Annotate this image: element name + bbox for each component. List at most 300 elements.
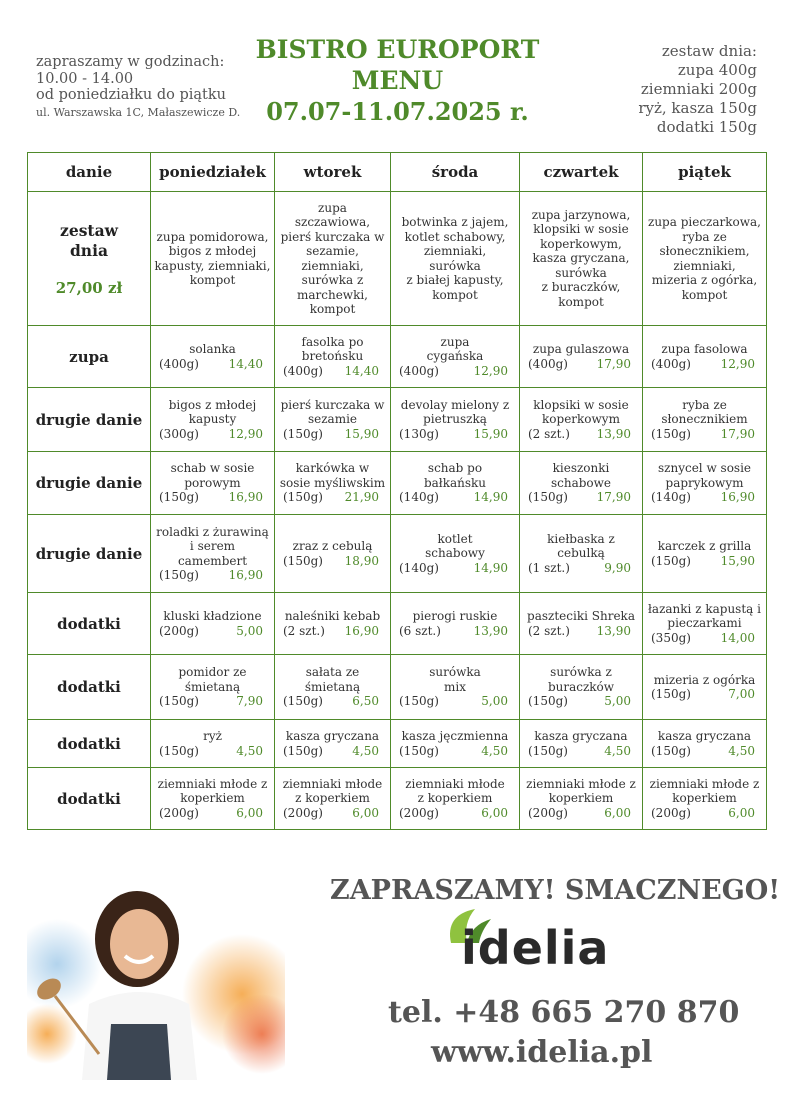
dish-name-line: pietruszką xyxy=(423,412,487,427)
zestaw-item-line: szczawiowa, xyxy=(294,215,371,229)
zestaw-item-line: kotlet schabowy, xyxy=(404,229,506,244)
phone-number: tel. +48 665 270 870 xyxy=(388,995,740,1030)
zestaw-item-line: marchewki, xyxy=(296,287,368,302)
dish-name-line: pomidor ze xyxy=(178,665,247,680)
zestaw-item-line: klopsiki w sosie xyxy=(533,222,629,237)
zestaw-item-line: z białej kapusty, xyxy=(406,273,504,287)
zestaw-item-line: kompot xyxy=(681,287,728,302)
zestaw-item-line: surówka xyxy=(555,265,607,280)
bistro-name: BISTRO EUROPORT xyxy=(255,35,540,64)
dish-quantity: (400g) xyxy=(528,356,568,371)
zestaw-day-cell xyxy=(151,192,275,326)
dish-cell xyxy=(520,768,643,830)
hours-intro: zapraszamy w godzinach: xyxy=(36,54,225,70)
dish-quantity: (400g) xyxy=(159,356,199,371)
dish-name-line: surówka xyxy=(429,665,481,680)
qty-price xyxy=(151,427,274,442)
qty-price xyxy=(643,490,766,505)
slogan: ZAPRASZAMY! SMACZNEGO! xyxy=(330,875,781,906)
dish-cell xyxy=(275,515,391,593)
row-category: dodatki xyxy=(28,768,151,830)
qty-price xyxy=(520,624,642,639)
zestaw-item-line: ziemniaki, xyxy=(301,258,364,273)
dish-name-line: karczek z grilla xyxy=(657,539,752,553)
dish-price: 4,50 xyxy=(236,743,263,758)
dish-price: 7,00 xyxy=(728,687,755,701)
dish-cell xyxy=(275,326,391,388)
dish-price: 6,00 xyxy=(728,805,755,820)
dish-quantity: (200g) xyxy=(159,623,199,638)
dish-cell xyxy=(391,452,520,515)
column-header-day: środa xyxy=(391,153,520,192)
dish-name-line: paszteciki Shreka xyxy=(527,609,635,623)
dish-quantity: (140g) xyxy=(399,560,439,575)
dish-quantity: (150g) xyxy=(159,694,199,709)
dish-price: 4,50 xyxy=(481,743,508,758)
menu-row xyxy=(28,655,767,720)
dish-cell xyxy=(520,515,643,593)
dish-price: 14,40 xyxy=(228,356,263,371)
dish-name-line: ziemniaki młode xyxy=(282,776,383,791)
row-category: drugie danie xyxy=(28,388,151,452)
dish-name-line: kasza jęczmienna xyxy=(401,729,509,743)
dish-quantity: (200g) xyxy=(399,805,439,820)
qty-price xyxy=(151,490,274,505)
dish-price: 12,90 xyxy=(720,356,755,371)
qty-price xyxy=(151,357,274,372)
dish-price: 17,90 xyxy=(596,356,631,371)
dish-cell xyxy=(275,655,391,720)
dish-quantity: (150g) xyxy=(651,426,691,441)
menu-row xyxy=(28,326,767,388)
menu-row xyxy=(28,768,767,830)
dish-quantity: (300g) xyxy=(159,426,199,441)
menu-row xyxy=(28,593,767,655)
dish-price: 9,90 xyxy=(604,560,631,575)
dish-name-line: ryba ze xyxy=(682,397,727,412)
dish-quantity: (200g) xyxy=(528,805,568,820)
zestaw-day-cell xyxy=(643,192,767,326)
dish-name-line: łazanki z kapustą i xyxy=(648,601,761,616)
qty-price xyxy=(151,624,274,639)
qty-price xyxy=(520,490,642,505)
dish-name-line: bretońsku xyxy=(301,349,364,364)
qty-price xyxy=(643,687,766,702)
column-header-dish: danie xyxy=(28,153,151,192)
menu-row xyxy=(28,720,767,768)
set-info-line: ziemniaki 200g xyxy=(640,80,757,98)
dish-name-line: koperkiem xyxy=(672,791,737,806)
dish-name-line: schabowy xyxy=(425,546,485,561)
days: od poniedziałku do piątku xyxy=(36,87,226,103)
dish-name-line: zupa fasolowa xyxy=(661,342,748,356)
dish-cell xyxy=(275,768,391,830)
zestaw-item-line: kasza gryczana, xyxy=(532,251,630,266)
dish-price: 6,00 xyxy=(481,805,508,820)
dish-cell xyxy=(520,593,643,655)
dish-name-line: naleśniki kebab xyxy=(284,609,381,623)
dish-price: 17,90 xyxy=(720,426,755,441)
dish-name-line: z koperkiem xyxy=(295,791,370,806)
dish-quantity: (150g) xyxy=(399,743,439,758)
dish-cell xyxy=(391,515,520,593)
dish-quantity: (150g) xyxy=(159,568,199,582)
zestaw-item-line: sezamie, xyxy=(306,244,359,258)
dish-name-line: cebulką xyxy=(557,546,605,561)
qty-price xyxy=(391,694,519,709)
dish-quantity: (400g) xyxy=(651,356,691,371)
zestaw-item-line: ziemniaki, xyxy=(423,244,487,258)
qty-price xyxy=(391,364,519,379)
row-category: dodatki xyxy=(28,720,151,768)
dish-quantity: (150g) xyxy=(651,553,691,568)
dish-name-line: koperkowym xyxy=(542,412,620,427)
qty-price xyxy=(391,624,519,639)
dish-quantity: (150g) xyxy=(283,743,323,758)
zestaw-item-line: pierś kurczaka w xyxy=(280,229,385,244)
dish-name-line: śmietaną xyxy=(184,679,241,694)
menu-label: MENU xyxy=(351,66,444,95)
zestaw-item-line: zupa jarzynowa, xyxy=(531,207,631,222)
dish-name-line: kieszonki xyxy=(552,461,610,476)
zestaw-item-line: bigos z młodej xyxy=(168,244,257,258)
dish-name-line: buraczków xyxy=(547,679,615,694)
zestaw-price: 27,00 zł xyxy=(55,278,123,297)
qty-price xyxy=(275,806,390,821)
dish-cell xyxy=(275,593,391,655)
dish-price: 14,00 xyxy=(720,630,755,645)
set-info-line: zestaw dnia: xyxy=(661,42,757,60)
dish-name-line: z koperkiem xyxy=(417,791,493,806)
zestaw-item-line: koperkowym, xyxy=(540,236,622,251)
dish-cell xyxy=(520,452,643,515)
dish-cell xyxy=(520,326,643,388)
qty-price xyxy=(520,561,642,576)
qty-price xyxy=(643,806,766,821)
dish-cell xyxy=(151,768,275,830)
dish-quantity: (150g) xyxy=(283,426,323,441)
dish-name-line: karkówka w xyxy=(295,461,370,476)
dish-cell xyxy=(275,720,391,768)
row-category: zupa xyxy=(28,326,151,388)
dish-quantity: (150g) xyxy=(283,694,323,709)
qty-price xyxy=(520,744,642,759)
dish-price: 15,90 xyxy=(720,553,755,568)
dish-cell xyxy=(151,593,275,655)
logo-text: idelia xyxy=(461,921,610,975)
dish-name-line: śmietaną xyxy=(304,679,361,694)
dish-name-line: koperkiem xyxy=(548,791,614,806)
zestaw-item-line: surówka xyxy=(429,258,481,273)
dish-name-line: ryż xyxy=(203,729,222,743)
dish-name-line: schabowe xyxy=(550,475,612,490)
qty-price xyxy=(275,427,390,442)
dish-name-line: kasza gryczana xyxy=(657,729,752,743)
dish-name-line: ziemniaki młode xyxy=(405,776,505,791)
dish-quantity: (150g) xyxy=(159,490,199,505)
dish-price: 7,90 xyxy=(236,694,263,709)
dish-price: 5,00 xyxy=(481,694,508,709)
dish-cell xyxy=(151,515,275,593)
dish-cell xyxy=(643,768,767,830)
dish-quantity: (200g) xyxy=(283,805,323,820)
qty-price xyxy=(643,631,766,646)
dish-name-line: sezamie xyxy=(307,412,358,427)
dish-price: 15,90 xyxy=(473,426,508,441)
dish-cell xyxy=(643,655,767,720)
qty-price xyxy=(643,427,766,442)
dish-name-line: i serem xyxy=(189,539,236,553)
dish-cell xyxy=(151,452,275,515)
qty-price xyxy=(391,561,519,576)
qty-price xyxy=(520,694,642,709)
qty-price xyxy=(151,806,274,821)
dish-quantity: (150g) xyxy=(283,490,323,505)
zestaw-item-line: kompot xyxy=(309,302,356,316)
dish-name-line: kluski kładzione xyxy=(163,609,262,623)
dish-cell xyxy=(643,515,767,593)
dish-price: 18,90 xyxy=(344,553,379,568)
dish-quantity: (140g) xyxy=(651,490,691,505)
column-header-day: piątek xyxy=(643,153,767,192)
row-category: dodatki xyxy=(28,655,151,720)
dish-quantity: (1 szt.) xyxy=(528,560,570,575)
column-header-day: poniedziałek xyxy=(151,153,275,192)
dish-cell xyxy=(643,326,767,388)
dish-name-line: zraz z cebulą xyxy=(292,539,373,553)
dish-price: 4,50 xyxy=(728,743,755,758)
row-category: drugie danie xyxy=(28,515,151,593)
dish-quantity: (200g) xyxy=(651,805,691,820)
dish-quantity: (400g) xyxy=(283,363,323,378)
dish-cell xyxy=(391,655,520,720)
qty-price xyxy=(151,744,274,759)
dish-name-line: fasolka po xyxy=(301,334,364,349)
zestaw-label xyxy=(28,192,151,326)
dish-name-line: roladki z żurawiną xyxy=(156,524,269,539)
zestaw-item-line: słonecznikiem, xyxy=(659,244,750,258)
dish-name-line: ziemniaki młode z xyxy=(649,776,760,791)
dish-cell xyxy=(643,593,767,655)
zestaw-item-line: mizeria z ogórka, xyxy=(651,273,758,287)
dish-price: 13,90 xyxy=(473,623,508,638)
qty-price xyxy=(391,490,519,505)
zestaw-title: dnia xyxy=(69,240,109,260)
dish-price: 6,00 xyxy=(352,805,379,820)
qty-price xyxy=(643,744,766,759)
qty-price xyxy=(151,568,274,583)
dish-name-line: kotlet xyxy=(437,531,473,546)
set-info-line: zupa 400g xyxy=(677,61,757,79)
column-header-day: wtorek xyxy=(275,153,391,192)
address: ul. Warszawska 1C, Małaszewicze D. xyxy=(36,105,241,119)
zestaw-item-line: ryba ze xyxy=(682,229,727,244)
dish-name-line: mizeria z ogórka xyxy=(653,672,756,687)
dish-name-line: cygańska xyxy=(426,349,484,364)
dish-name-line: słonecznikiem xyxy=(661,412,748,427)
dish-name-line: schab po bałkańsku xyxy=(423,461,487,490)
dish-price: 6,50 xyxy=(352,694,379,709)
dish-name-line: klopsiki w sosie xyxy=(533,397,629,412)
zestaw-day-cell xyxy=(520,192,643,326)
dish-quantity: (6 szt.) xyxy=(399,623,441,638)
dish-name-line: kapusty xyxy=(188,412,237,427)
column-header-day: czwartek xyxy=(520,153,643,192)
dish-quantity: (2 szt.) xyxy=(283,623,325,638)
dish-quantity: (140g) xyxy=(399,490,439,505)
zestaw-item-line: ziemniaki, xyxy=(673,258,736,273)
dish-name-line: paprykowym xyxy=(665,475,744,490)
dish-cell xyxy=(643,452,767,515)
menu-title xyxy=(250,34,545,127)
menu-row xyxy=(28,515,767,593)
dish-cell xyxy=(391,326,520,388)
zestaw-day-cell xyxy=(275,192,391,326)
dish-quantity: (350g) xyxy=(651,630,691,645)
dish-name-line: solanka xyxy=(189,342,236,356)
qty-price xyxy=(391,427,519,442)
dish-cell xyxy=(391,768,520,830)
zestaw-item-line: surówka z xyxy=(301,273,364,287)
dish-quantity: (150g) xyxy=(651,743,691,758)
dish-price: 17,90 xyxy=(596,490,631,505)
dish-name-line: kasza gryczana xyxy=(285,729,380,743)
dish-cell xyxy=(151,388,275,452)
set-info-line: dodatki 150g xyxy=(656,118,757,136)
zestaw-row xyxy=(28,192,767,326)
dish-name-line: camembert xyxy=(177,553,248,568)
dish-price: 16,90 xyxy=(228,490,263,505)
zestaw-item-line: zupa xyxy=(318,200,347,215)
website: www.idelia.pl xyxy=(431,1035,653,1070)
dish-quantity: (150g) xyxy=(528,490,568,505)
zestaw-item-line: kapusty, ziemniaki, xyxy=(154,258,271,273)
qty-price xyxy=(520,357,642,372)
zestaw-item-line: z buraczków, xyxy=(541,280,621,295)
dish-price: 14,90 xyxy=(473,490,508,505)
dish-cell xyxy=(643,720,767,768)
dish-quantity: (130g) xyxy=(399,426,439,441)
dish-price: 4,50 xyxy=(604,743,631,758)
qty-price xyxy=(275,694,390,709)
dish-name-line: sałata ze xyxy=(305,665,360,680)
dish-price: 21,90 xyxy=(344,490,379,505)
dish-price: 16,90 xyxy=(228,568,263,582)
menu-row xyxy=(28,452,767,515)
zestaw-item-line: zupa pomidorowa, xyxy=(156,229,269,244)
dish-name-line: kasza gryczana xyxy=(534,729,628,743)
dish-name-line: schab w sosie xyxy=(170,461,255,476)
dish-cell xyxy=(151,655,275,720)
dish-name-line: koperkiem xyxy=(180,791,245,806)
dish-cell xyxy=(520,655,643,720)
idelia-logo xyxy=(445,905,615,980)
set-info-line: ryż, kasza 150g xyxy=(638,99,757,117)
qty-price xyxy=(391,806,519,821)
hours: 10.00 - 14.00 xyxy=(36,70,134,87)
dish-price: 14,40 xyxy=(344,363,379,378)
dish-price: 4,50 xyxy=(352,743,379,758)
dish-cell xyxy=(643,388,767,452)
qty-price xyxy=(275,490,390,505)
dish-price: 13,90 xyxy=(596,623,631,638)
dish-name-line: pierś kurczaka w xyxy=(280,397,385,412)
qty-price xyxy=(643,554,766,569)
zestaw-day-cell xyxy=(391,192,520,326)
dish-cell xyxy=(275,452,391,515)
dish-name-line: ziemniaki młode z xyxy=(526,776,636,791)
qty-price xyxy=(275,624,390,639)
qty-price xyxy=(643,357,766,372)
dish-price: 16,90 xyxy=(344,623,379,638)
dish-cell xyxy=(275,388,391,452)
dish-price: 5,00 xyxy=(236,623,263,638)
opening-hours xyxy=(36,54,266,119)
qty-price xyxy=(391,744,519,759)
dish-name-line: ziemniaki młode z xyxy=(157,776,268,791)
dish-name-line: mix xyxy=(444,679,466,694)
menu-row xyxy=(28,388,767,452)
dish-price: 15,90 xyxy=(344,426,379,441)
dish-name-line: pierogi ruskie xyxy=(412,609,498,623)
zestaw-item-line: zupa pieczarkowa, xyxy=(648,215,761,229)
dish-cell xyxy=(391,720,520,768)
qty-price xyxy=(275,554,390,569)
dish-name-line: bigos z młodej xyxy=(168,397,257,412)
dish-name-line: zupa xyxy=(440,334,470,349)
menu-dates: 07.07-11.07.2025 r. xyxy=(266,97,529,126)
dish-quantity: (150g) xyxy=(651,687,691,701)
zestaw-item-line: kompot xyxy=(432,287,478,302)
chef-illustration xyxy=(27,884,285,1080)
dish-quantity: (400g) xyxy=(399,363,439,378)
dish-cell xyxy=(151,720,275,768)
dish-price: 12,90 xyxy=(473,363,508,378)
dish-quantity: (200g) xyxy=(159,805,199,820)
dish-name-line: pieczarkami xyxy=(667,616,742,631)
dish-cell xyxy=(391,593,520,655)
dish-name-line: porowym xyxy=(184,475,241,490)
dish-name-line: kiełbaska z xyxy=(547,531,615,546)
dish-price: 14,90 xyxy=(473,560,508,575)
zestaw-item-line: botwinka z jajem, xyxy=(401,215,509,229)
dish-cell xyxy=(151,326,275,388)
dish-quantity: (2 szt.) xyxy=(528,623,570,638)
set-info xyxy=(638,42,757,137)
zestaw-item-line: kompot xyxy=(558,294,604,309)
dish-cell xyxy=(520,388,643,452)
qty-price xyxy=(151,694,274,709)
row-category: drugie danie xyxy=(28,452,151,515)
dish-quantity: (150g) xyxy=(159,743,199,758)
qty-price xyxy=(520,427,642,442)
dish-name-line: surówka z xyxy=(550,665,612,680)
dish-price: 16,90 xyxy=(720,490,755,505)
dish-price: 6,00 xyxy=(604,805,631,820)
dish-quantity: (150g) xyxy=(528,694,568,709)
qty-price xyxy=(520,806,642,821)
menu-table xyxy=(27,152,767,830)
dish-price: 5,00 xyxy=(604,694,631,709)
dish-quantity: (150g) xyxy=(399,694,439,709)
dish-name-line: sosie myśliwskim xyxy=(279,475,386,490)
zestaw-item-line: kompot xyxy=(189,273,236,287)
dish-quantity: (2 szt.) xyxy=(528,426,570,441)
dish-cell xyxy=(391,388,520,452)
row-category: dodatki xyxy=(28,593,151,655)
dish-quantity: (150g) xyxy=(528,743,568,758)
qty-price xyxy=(275,364,390,379)
